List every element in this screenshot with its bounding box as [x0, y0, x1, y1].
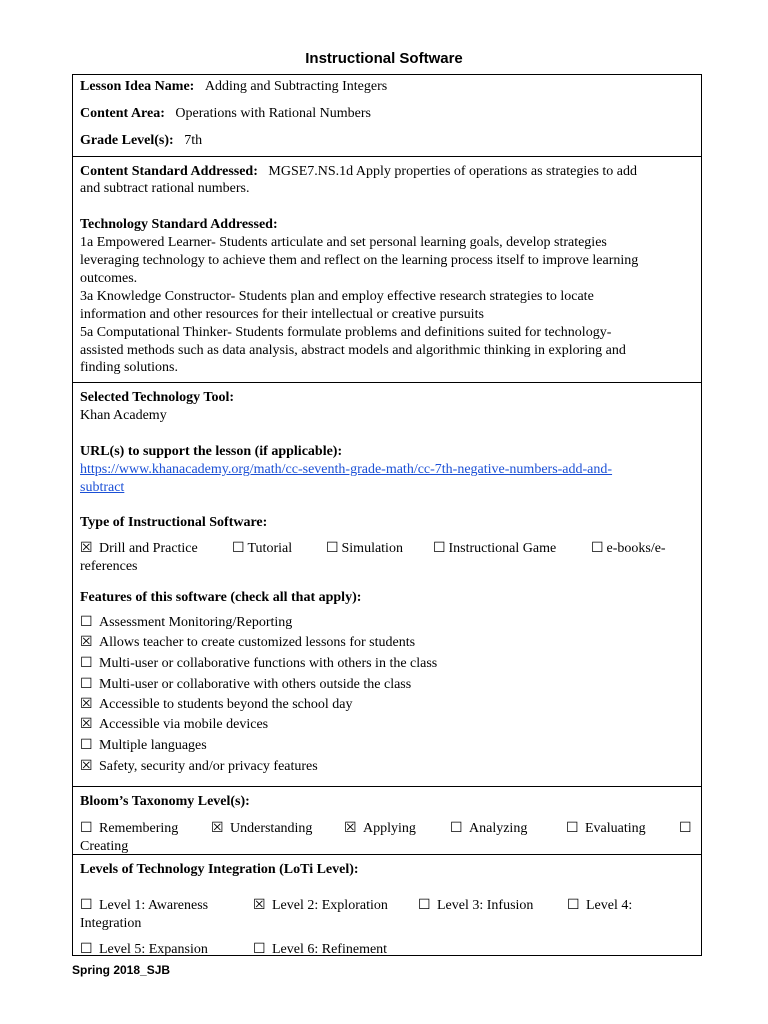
lesson-info-section — [73, 75, 701, 157]
checkbox-icon: ☐ — [80, 615, 93, 630]
checkbox-icon[interactable]: ☐ — [433, 541, 446, 556]
tech-standard-line: 5a Computational Thinker- Students formulate problems and definitions suited for technology- — [80, 325, 612, 340]
lesson-name-value: Adding and Subtracting Integers — [204, 79, 388, 94]
feature-item[interactable]: ☐ Multiple languages — [80, 738, 207, 753]
checkbox-checked-icon: ☒ — [80, 717, 93, 732]
loti-option-level4-continued: Integration — [80, 916, 142, 931]
feature-item[interactable]: ☐ Multi-user or collaborative with others outside the class — [80, 677, 412, 692]
blooms-option-evaluating[interactable]: ☐ Evaluating — [566, 821, 646, 836]
checkbox-icon: ☐ — [80, 942, 93, 957]
checkbox-icon: ☐ — [80, 738, 93, 753]
checkbox-icon: ☐ — [80, 898, 93, 913]
footer-text: Spring 2018_SJB — [72, 963, 171, 977]
type-option-ebooks-continued: references — [80, 559, 138, 574]
tech-standard-line: assisted methods such as data analysis, abstract models and algorithmic thinking in exploring and — [80, 343, 626, 358]
loti-option-level5[interactable]: ☐ Level 5: Expansion — [80, 942, 208, 957]
url-link[interactable]: subtract — [80, 480, 125, 495]
tech-standard-line: 3a Knowledge Constructor- Students plan and employ effective research strategies to locate — [80, 289, 594, 304]
blooms-option-creating-label: Creating — [80, 839, 129, 854]
checkbox-checked-icon[interactable]: ☒ — [80, 541, 93, 556]
checkbox-icon: ☐ — [80, 821, 93, 836]
loti-option-level2[interactable]: ☒ Level 2: Exploration — [253, 898, 388, 913]
lesson-name-row — [80, 78, 387, 96]
tech-standard-line: leveraging technology to achieve them and reflect on the learning process itself to improve learning — [80, 253, 639, 268]
checkbox-icon: ☐ — [253, 942, 266, 957]
tool-label: Selected Technology Tool: — [80, 390, 235, 405]
checkbox-icon: ☐ — [679, 821, 692, 836]
checkbox-icon: ☐ — [80, 677, 93, 692]
content-area-value: Operations with Rational Numbers — [175, 106, 371, 121]
checkbox-checked-icon: ☒ — [253, 898, 266, 913]
content-area-row — [80, 105, 371, 123]
blooms-option-understanding[interactable]: ☒ Understanding — [211, 821, 313, 836]
url-label: URL(s) to support the lesson (if applicable): — [80, 444, 343, 459]
content-standard-row — [80, 163, 637, 181]
content-area-label: Content Area: — [80, 106, 165, 121]
type-option-tutorial[interactable]: ☐ Tutorial — [232, 541, 293, 556]
features-label: Features of this software (check all that apply): — [80, 590, 362, 605]
document-title: Instructional Software — [305, 50, 463, 67]
tech-standard-line: finding solutions. — [80, 360, 179, 375]
grade-level-value: 7th — [184, 133, 203, 148]
checkbox-icon[interactable]: ☐ — [326, 541, 339, 556]
type-option-simulation[interactable]: ☐ Simulation — [326, 541, 403, 556]
content-standard-value: MGSE7.NS.1d Apply properties of operations as strategies to add — [268, 164, 638, 179]
checkbox-icon: ☐ — [567, 898, 580, 913]
loti-option-level3[interactable]: ☐ Level 3: Infusion — [418, 898, 534, 913]
checkbox-checked-icon: ☒ — [211, 821, 224, 836]
url-link-line1[interactable] — [80, 461, 612, 479]
lesson-form — [72, 74, 702, 956]
lesson-name-label: Lesson Idea Name: — [80, 79, 195, 94]
checkbox-icon: ☐ — [418, 898, 431, 913]
blooms-section — [73, 787, 701, 855]
loti-option-level4[interactable]: ☐ Level 4: — [567, 898, 633, 913]
tech-standard-line: 1a Empowered Learner- Students articulate and set personal learning goals, develop strategies — [80, 235, 607, 250]
loti-option-level6[interactable]: ☐ Level 6: Refinement — [253, 942, 388, 957]
blooms-label: Bloom’s Taxonomy Level(s): — [80, 794, 250, 809]
feature-item[interactable]: ☒ Safety, security and/or privacy features — [80, 759, 318, 774]
software-type-label: Type of Instructional Software: — [80, 515, 268, 530]
technology-tool-section — [73, 383, 701, 787]
feature-item[interactable]: ☐ Assessment Monitoring/Reporting — [80, 615, 293, 630]
tech-standard-line: outcomes. — [80, 271, 138, 286]
blooms-option-applying[interactable]: ☒ Applying — [344, 821, 416, 836]
url-link[interactable]: https://www.khanacademy.org/math/cc-seventh-grade-math/cc-7th-negative-numbers-add-and- — [80, 462, 613, 477]
checkbox-checked-icon: ☒ — [80, 635, 93, 650]
checkbox-icon[interactable]: ☐ — [591, 541, 604, 556]
feature-item[interactable]: ☐ Multi-user or collaborative functions with others in the class — [80, 656, 438, 671]
type-option-game[interactable]: ☐ Instructional Game — [433, 541, 557, 556]
tool-value: Khan Academy — [80, 408, 167, 423]
content-standard-continued: and subtract rational numbers. — [80, 181, 250, 196]
type-option-ebooks[interactable]: ☐ e-books/e- — [591, 541, 666, 556]
feature-item[interactable]: ☒ Allows teacher to create customized lessons for students — [80, 635, 416, 650]
standards-section — [73, 157, 701, 383]
blooms-option-creating[interactable] — [679, 820, 691, 838]
url-link-line2[interactable] — [80, 479, 124, 497]
checkbox-icon: ☐ — [566, 821, 579, 836]
grade-level-label: Grade Level(s): — [80, 133, 174, 148]
type-option-drill[interactable]: ☒ Drill and Practice — [80, 541, 198, 556]
checkbox-checked-icon: ☒ — [80, 759, 93, 774]
loti-label: Levels of Technology Integration (LoTi Level): — [80, 862, 359, 877]
grade-level-row — [80, 132, 202, 150]
feature-item[interactable]: ☒ Accessible via mobile devices — [80, 717, 269, 732]
checkbox-icon: ☐ — [450, 821, 463, 836]
tech-standard-line: information and other resources for their intellectual or creative pursuits — [80, 307, 484, 322]
loti-option-level1[interactable]: ☐ Level 1: Awareness — [80, 898, 209, 913]
content-standard-label: Content Standard Addressed: — [80, 164, 258, 179]
checkbox-icon[interactable]: ☐ — [232, 541, 245, 556]
tech-standard-label: Technology Standard Addressed: — [80, 217, 278, 232]
feature-item[interactable]: ☒ Accessible to students beyond the school day — [80, 697, 353, 712]
blooms-option-remembering[interactable]: ☐ Remembering — [80, 821, 179, 836]
loti-section — [73, 855, 701, 955]
blooms-option-analyzing[interactable]: ☐ Analyzing — [450, 821, 528, 836]
checkbox-checked-icon: ☒ — [344, 821, 357, 836]
checkbox-checked-icon: ☒ — [80, 697, 93, 712]
checkbox-icon: ☐ — [80, 656, 93, 671]
